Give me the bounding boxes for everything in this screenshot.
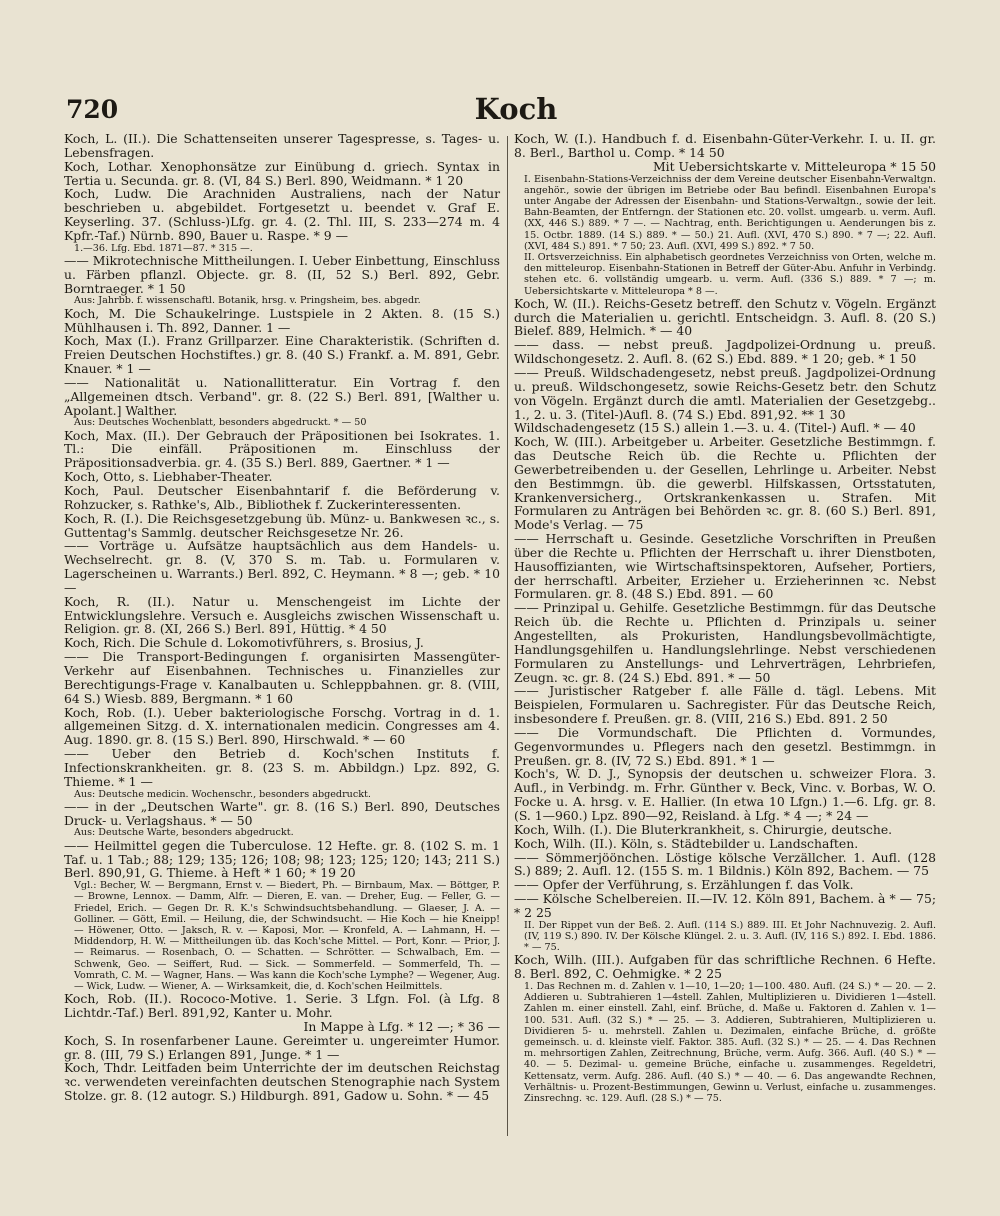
catalog-entry: Koch, Wilh. (I.). Die Bluterkrankheit, s. Chirurgie, deutsche. [514,821,893,837]
catalog-entry: —— Vorträge u. Aufsätze hauptsächlich aus dem Handels- u. Wechselrecht. gr. 8. (V, 370 S. m. Tab. u. Formularen v. Lagerscheinen u. Warrants.) Berl. 892, C. Heymann. * 8 —; geb. * 10 — [64,538,500,595]
catalog-entry: —— Prinzipal u. Gehilfe. Gesetzliche Bestimmgn. für das Deutsche Reich üb. die Rechte u. Pflichten d. Prinzipals u. seiner Angestellten, als Prokuristen, Handlungsbevollmächtigte, Handlungsgehilfen u. Handlungslehrlinge. Nebst verschiedenen Formularen zu Anstellungs- und Lehrverträgen, Lehrbriefen, Zeugn. ꝛc. gr. 8. (24 S.) Ebd. 891. * — 50 [514,600,936,685]
catalog-entry: Koch's, W. D. J., Synopsis der deutschen u. schweizer Flora. 3. Aufl., in Verbindg. m. Frhr. Günther v. Beck, Vinc. v. Borbas, W. O. Focke u. A. hrsg. v. E. Hallier. (In etwa 10 Lfgn.) 1.—6. Lfg. gr. 8. (S. 1—960.) Lpz. 890—92, Reisland. à Lfg. * 4 —; * 24 — [514,766,936,823]
catalog-entry: —— Die Transport-Bedingungen f. organisirten Massengüter-Verkehr auf Eisenbahnen. Technisches u. Finanzielles zur Berechtigungs-Frage v. Kanalbauten u. Schleppbahnen. gr. 8. (VIII, 64 S.) Wiesb. 889, Bergmann. * 1 60 [64,649,500,706]
catalog-note: II. Ortsverzeichniss. Ein alphabetisch geordnetes Verzeichniss von Orten, welche m. den mitteleurop. Eisenbahn-Stationen in Betreff der Güter-Abu. Anfuhr in Verbindg. stehen etc. 6. vollständig umgearb. u. verm. Aufl. (336 S.) 889. * 7 —; m. Uebersichtskarte v. Mitteleuropa * 8 —. [524,251,936,297]
catalog-note: Vgl.: Becher, W. — Bergmann, Ernst v. — Biedert, Ph. — Birnbaum, Max. — Böttger, P. — Browne, Lennox. — Damm, Alfr. — Dieren, E. van. — Dreher, Eug. — Feller, G. — Friedel, Erich. — Gegen Dr. R. K.'s Schwindsuchtsbehandlung. — Glaeser, J. A. — Golliner. — Gött, Emil. — Heilung, die, der Schwindsucht. — Hie Koch — hie Kneipp! — Höwener, Otto. — Jaksch, R. v. — Kaposi, Mor. — Kronfeld, A. — Lahmann, H. — Middendorp, H. W. — Mittheilungen üb. das Koch'sche Mittel. — Port, Konr. — Prior, J. — Reimarus. — Rosenbach, O. — Schatten. — Schrötter. — Schwalbach, Em. — Schwenk, Geo. — Seiffert, Rud. — Sick. — Sommerfeld. — Sommerfeld, Th. — Vomrath, C. M. — Wagner, Hans. — Was kann die Koch'sche Lymphe? — Wegener, Aug. — Wick, Ludw. — Wiener, A. — Wirksamkeit, die, d. Koch'schen Heilmittels. [74,880,500,993]
catalog-entry: Koch, L. (II.). Die Schattenseiten unserer Tagespresse, s. Tages- u. Lebensfragen. [64,131,500,160]
catalog-entry: Koch, M. Die Schaukelringe. Lustspiele in 2 Akten. 8. (15 S.) Mühlhausen i. Th. 892, Danner. 1 — [64,305,500,335]
catalog-entry: —— Juristischer Ratgeber f. alle Fälle d. tägl. Lebens. Mit Beispielen, Formularen u. Sachregister. Für das Deutsche Reich, insbesondere f. Preußen. gr. 8. (VIII, 216 S.) Ebd. 891. 2 50 [514,683,936,727]
column-divider [507,136,508,1136]
catalog-entry: —— Kölsche Schelbereien. II.—IV. 12. Köln 891, Bachem. à * — 75; * 2 25 [514,891,936,920]
catalog-entry: —— Die Vormundschaft. Die Pflichten d. Vormundes, Gegenvormundes u. Pflegers nach den gesetzl. Bestimmgn. in Preußen. gr. 8. (IV, 72 S.) Ebd. 891. * 1 — [514,724,936,768]
catalog-entry: Koch, Rich. Die Schule d. Lokomotivführers, s. Brosius, J. [64,635,424,651]
catalog-entry: —— Heilmittel gegen die Tuberculose. 12 Hefte. gr. 8. (102 S. m. 1 Taf. u. 1 Tab.; 88; 129; 135; 126; 108; 98; 123; 125; 120; 143; 211 S.) Berl. 890,91, G. Thieme. à Heft * 1 60; * 19 20 [64,837,500,881]
catalog-note: Aus: Deutsches Wochenblatt, besonders abgedruckt. * — 50 [74,417,367,429]
catalog-entry: Koch, Lothar. Xenophonsätze zur Einübung d. griech. Syntax in Tertia u. Secunda. gr. 8. (VI, 84 S.) Berl. 890, Weidmann. * 1 20 [64,158,500,188]
catalog-entry: Wildschadengesetz (15 S.) allein 1.—3. u. 4. (Titel-) Aufl. * — 40 [514,420,916,436]
catalog-note: 1.—36. Lfg. Ebd. 1871—87. * 315 —. [74,242,253,254]
catalog-entry: Koch, W. (I.). Handbuch f. d. Eisenbahn-Güter-Verkehr. I. u. II. gr. 8. Berl., Barthol u. Comp. * 14 50 [514,131,936,160]
catalog-entry: —— Sömmerjöönchen. Löstige kölsche Verzällcher. 1. Aufl. (128 S.) 889; 2. Aufl. 12. (155 S. m. 1 Bildnis.) Köln 892, Bachem. — 75 [514,849,936,879]
catalog-entry: —— Mikrotechnische Mittheilungen. I. Ueber Einbettung, Einschluss u. Färben pflanzl. Objecte. gr. 8. (II, 52 S.) Berl. 892, Gebr. Borntraeger. * 1 50 [64,252,500,296]
catalog-note: Aus: Deutsche Warte, besonders abgedruckt. [74,827,294,839]
catalog-entry: —— in der „Deutschen Warte". gr. 8. (16 S.) Berl. 890, Deutsches Druck- u. Verlagshaus. * — 50 [64,798,500,828]
catalog-entry: Koch, R. (II.). Natur u. Menschengeist im Lichte der Entwicklungslehre. Versuch e. Ausgleichs zwischen Wissenschaft u. Religion. gr. 8. (XI, 266 S.) Berl. 891, Hüttig. * 4 50 [64,593,500,637]
catalog-entry: —— Nationalität u. Nationallitteratur. Ein Vortrag f. den „Allgemeinen dtsch. Verband". gr. 8. (22 S.) Berl. 891, [Walther u. Apolant.] Walther. [64,374,500,418]
catalog-entry: Koch, Rob. (II.). Rococo-Motive. 1. Serie. 3 Lfgn. Fol. (à Lfg. 8 Lichtdr.-Taf.) Berl. 891,92, Kanter u. Mohr. [64,991,500,1021]
catalog-entry: —— Ueber den Betrieb d. Koch'schen Instituts f. Infectionskrankheiten. gr. 8. (23 S. m. Abbildgn.) Lpz. 892, G. Thieme. * 1 — [64,746,500,789]
catalog-entry: Koch, Wilh. (II.). Köln, s. Städtebilder u. Landschaften. [514,835,859,851]
catalog-entry: Koch, Wilh. (III.). Aufgaben für das schriftliche Rechnen. 6 Hefte. 8. Berl. 892, C. Oehmigke. * 2 25 [514,952,936,982]
catalog-entry: Koch, Rob. (I.). Ueber bakteriologische Forschg. Vortrag in d. 1. allgemeinen Sitzg. d. X. internationalen medicin. Congresses am 4. Aug. 1890. gr. 8. (15 S.) Berl. 890, Hirschwald. * — 60 [64,704,500,748]
catalog-note: 1. Das Rechnen m. d. Zahlen v. 1—10, 1—20; 1—100. 480. Aufl. (24 S.) * — 20. — 2. Addieren u. Subtrahieren 1—4stell. Zahlen, Multiplizieren u. Dividieren 1—4stell. Zahlen m. einer einstell. Zahl, einf. Brüche, d. Maße u. Faktoren d. Zahlen v. 1—100. 531. Aufl. (32 S.) * — 25. — 3. Addieren, Subtrahieren, Multiplizieren u. Dividieren 5- u. mehrstell. Zahlen u. Dezimalen, einfache Brüche, d. größte gemeinsch. u. d. kleinste vielf. Faktor. 385. Aufl. (32 S.) * — 25. — 4. Das Rechnen m. mehrsortigen Zahlen, Zeitrechnung, Brüche, verm. Aufg. 366. Aufl. (40 S.) * — 40. — 5. Dezimal- u. gemeine Brüche, einfache u. zusammenges. Regeldetri, Kettensatz, verm. Aufg. 286. Aufl. (40 S.) * — 40. — 6. Das angewandte Rechnen, Verhältnis- u. Prozent-Bestimmungen, Gewinn u. Verlust, einfache u. zusammenges. Zinsrechng. ꝛc. 129. Aufl. (28 S.) * — 75. [524,981,936,1105]
catalog-entry: Koch, R. (I.). Die Reichsgesetzgebung üb. Münz- u. Bankwesen ꝛc., s. Guttentag's Sammlg. deutscher Reichsgesetze Nr. 26. [64,510,500,540]
catalog-entry: —— dass. — nebst preuß. Jagdpolizei-Ordnung u. preuß. Wildschongesetz. 2. Aufl. 8. (62 S.) Ebd. 889. * 1 20; geb. * 1 50 [514,337,936,367]
catalog-note: Aus: Deutsche medicin. Wochenschr., besonders abgedruckt. [74,788,371,800]
catalog-entry: Koch, Ludw. Die Arachniden Australiens, nach der Natur beschrieben u. abgebildet. Fortgesetzt u. beendet v. Graf E. Keyserling. 37. (Schluss-)Lfg. gr. 4. (2. Thl. III, S. 233—274 m. 4 Kpfr.-Taf.) Nürnb. 890, Bauer u. Raspe. * 9 — [64,186,500,243]
catalog-note: Aus: Jahrbb. f. wissenschaftl. Botanik, hrsg. v. Pringsheim, bes. abgedr. [74,295,421,307]
catalog-price-line: Mit Uebersichtskarte v. Mitteleuropa * 15 50 [652,158,936,174]
catalog-entry: —— Preuß. Wildschadengesetz, nebst preuß. Jagdpolizei-Ordnung u. preuß. Wildschongesetz, sowie Reichs-Gesetz betr. den Schutz von Vögeln. Ergänzt durch die amtl. Materialien der Gesetzgebg.. 1., 2. u. 3. (Titel-)Aufl. 8. (74 S.) Ebd. 891,92. ** 1 30 [514,364,936,422]
catalog-entry: Koch, Thdr. Leitfaden beim Unterrichte der im deutschen Reichstag ꝛc. verwendeten vereinfachten deutschen Stenographie nach System Stolze. gr. 8. (12 autogr. S.) Hildburgh. 891, Gadow u. Sohn. * — 45 [64,1060,500,1104]
catalog-entry: —— Herrschaft u. Gesinde. Gesetzliche Vorschriften in Preußen über die Rechte u. Pflichten der Herrschaft u. ihrer Dienstboten, Hausoffizianten, wie Wirtschaftsinspektoren, Aufseher, Portiers, der herrschaftl. Arbeiter, Erzieher u. Erzieherinnen ꝛc. Nebst Formularen. gr. 8. (48 S.) Ebd. 891. — 60 [514,531,936,602]
catalog-price-line: In Mappe à Lfg. * 12 —; * 36 — [303,1018,500,1034]
catalog-entry: Koch, S. In rosenfarbener Laune. Gereimter u. ungereimter Humor. gr. 8. (III, 79 S.) Erlangen 891, Junge. * 1 — [64,1032,500,1062]
page-number: 720 [66,95,119,124]
catalog-note: I. Eisenbahn-Stations-Verzeichniss der dem Vereine deutscher Eisenbahn-Verwaltgn. angehör., sowie der übrigen im Betriebe oder Bau befindl. Eisenbahnen Europa's unter Angabe der Adressen der Eisenbahn- und Stations-Verwaltgn., sowie der leit. Bahn-Beamten, der Entferngn. der Stationen etc. 20. vollst. umgearb. u. verm. Aufl. (XX, 446 S.) 889. * 7 —. — Nachtrag, enth. Berichtigungen u. Aenderungen bis z. 15. Octbr. 1889. (14 S.) 889. * — 50.) 21. Aufl. (XVI, 470 S.) 890. * 7 —; 22. Aufl. (XVI, 484 S.) 891. * 7 50; 23. Aufl. (XVI, 499 S.) 892. * 7 50. [524,173,936,252]
catalog-entry: Koch, W. (III.). Arbeitgeber u. Arbeiter. Gesetzliche Bestimmgn. f. das Deutsche Reich üb. die Rechte u. Pflichten der Gewerbetreibenden u. der Gesellen, Lehrlinge u. Arbeiter. Nebst den Bestimmgn. üb. die gewerbl. Hilfskassen, Ortsstatuten, Krankenversicherg., Ortskrankenkassen u. Strafen. Mit Formularen zu Anträgen bei Behörden ꝛc. gr. 8. (60 S.) Berl. 891, Mode's Verlag. — 75 [514,434,936,533]
catalog-entry: Koch, Max (I.). Franz Grillparzer. Eine Charakteristik. (Schriften d. Freien Deutschen Hochstiftes.) gr. 8. (40 S.) Frankf. a. M. 891, Gebr. Knauer. * 1 — [64,333,500,377]
catalog-entry: Koch, W. (II.). Reichs-Gesetz betreff. den Schutz v. Vögeln. Ergänzt durch die Materialien u. gerichtl. Entscheidgn. 3. Aufl. 8. (20 S.) Bielef. 889, Helmich. * — 40 [514,295,936,339]
catalog-entry: Koch, Otto, s. Liebhaber-Theater. [64,469,273,485]
running-title: Koch [474,92,558,126]
catalog-entry: Koch, Max. (II.). Der Gebrauch der Präpositionen bei Isokrates. 1. Tl.: Die einfäll. Präpositionen m. Einschluss der Präpositionsadverbia. gr. 4. (35 S.) Berl. 889, Gaertner. * 1 — [64,427,500,471]
catalog-note: II. Der Rippet vun der Beß. 2. Aufl. (114 S.) 889. III. Et Johr Nachnuvezig. 2. Aufl. (IV, 119 S.) 890. IV. Der Kölsche Klüngel. 2. u. 3. Aufl. (IV, 116 S.) 892. I. Ebd. 1886. * — 75. [524,919,936,954]
left-column [64,132,500,1103]
right-column [514,132,936,1104]
catalog-entry: —— Opfer der Verführung, s. Erzählungen f. das Volk. [514,877,854,893]
catalog-entry: Koch, Paul. Deutscher Eisenbahntarif f. die Beförderung v. Rohzucker, s. Rathke's, Alb., Bibliothek f. Zuckerinteressenten. [64,483,500,512]
